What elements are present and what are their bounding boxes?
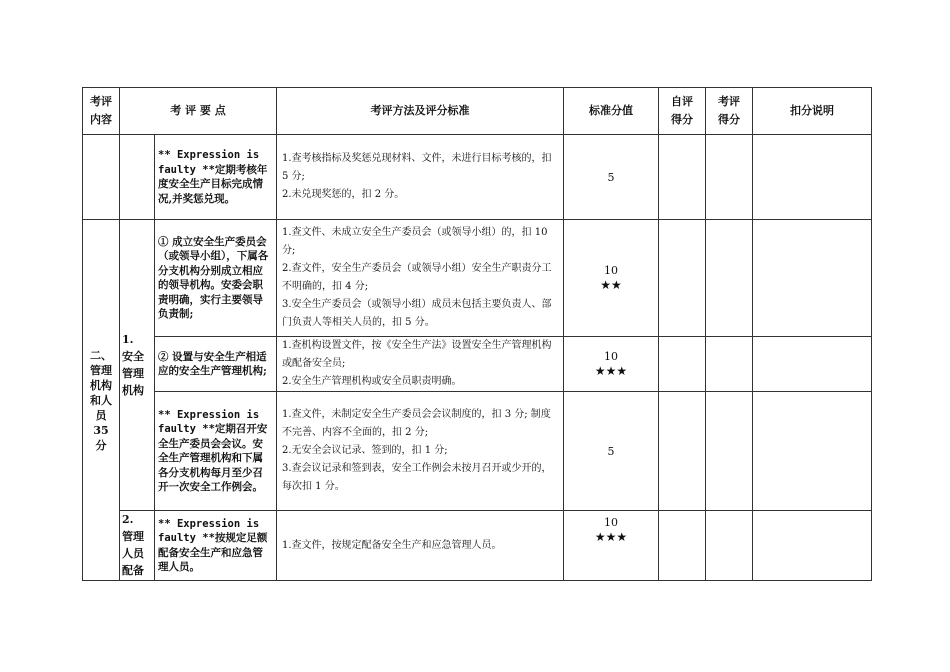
content-cell-empty bbox=[83, 135, 120, 220]
point-cell bbox=[155, 337, 277, 392]
eval-score-cell[interactable] bbox=[706, 511, 753, 581]
score-cell bbox=[564, 135, 659, 220]
eval-score-cell[interactable] bbox=[706, 392, 753, 511]
deduction-note-cell[interactable] bbox=[753, 135, 872, 220]
header-self-score: 自评 得分 bbox=[659, 88, 706, 135]
self-score-cell[interactable] bbox=[659, 337, 706, 392]
point-text: 定期考核年度安全生产目标完成情况,并奖惩兑现。 bbox=[158, 163, 268, 205]
point-cell bbox=[155, 135, 277, 220]
table-row bbox=[83, 337, 872, 392]
deduction-note-cell[interactable] bbox=[753, 337, 872, 392]
subcategory-cell: 2. 管理 人员 配备 bbox=[120, 511, 155, 581]
table-row bbox=[83, 220, 872, 337]
sub-cell-empty bbox=[120, 135, 155, 220]
score-value: 10 bbox=[604, 264, 618, 277]
star-rating: ★★ bbox=[600, 278, 622, 292]
self-score-cell[interactable] bbox=[659, 220, 706, 337]
table-row bbox=[83, 392, 872, 511]
score-value: 10 bbox=[604, 350, 618, 363]
method-cell: 1.查考核指标及奖惩兑现材料、文件，未进行目标考核的，扣 5 分; 2.未兑现奖惩的，扣 2 分。 bbox=[277, 135, 564, 220]
score-cell bbox=[564, 511, 659, 581]
point-text: ② 设置与安全生产相适应的安全生产管理机构; bbox=[158, 350, 267, 377]
error-prefix: ** Expression is faulty ** bbox=[158, 149, 260, 176]
method-cell: 1.查机构设置文件，按《安全生产法》设置安全生产管理机构或配备安全员; 2.安全生产管理机构或安全员职责明确。 bbox=[277, 337, 564, 392]
header-method: 考评方法及评分标准 bbox=[277, 88, 564, 135]
category-cell: 二、 管理 机构 和人 员 35 分 bbox=[83, 220, 120, 581]
self-score-cell[interactable] bbox=[659, 392, 706, 511]
point-text: 按规定足额配备安全生产和应急管理人员。 bbox=[158, 532, 268, 573]
point-text: ① 成立安全生产委员会（或领导小组），下属各分支机构分别成立相应的领导机构。安委会职责明确，实行主要领导负责制; bbox=[158, 235, 269, 320]
deduction-note-cell[interactable] bbox=[753, 220, 872, 337]
point-cell bbox=[155, 392, 277, 511]
eval-score-cell[interactable] bbox=[706, 220, 753, 337]
header-row bbox=[83, 88, 872, 135]
star-rating: ★★★ bbox=[594, 530, 628, 544]
method-cell: 1.查文件、未成立安全生产委员会（或领导小组）的，扣 10 分; 2.查文件，安全生产委员会（或领导小组）安全生产职责分工不明确的，扣 4 分; 3.安全生产委员会（或领导小组）成员未包括主要负责人、部门负责人等相关人员的，扣 5 分。 bbox=[277, 220, 564, 337]
header-eval-score: 考评 得分 bbox=[706, 88, 753, 135]
score-cell bbox=[564, 220, 659, 337]
header-content: 考评 内容 bbox=[83, 88, 120, 135]
table-row bbox=[83, 135, 872, 220]
subcategory-cell: 1. 安全 管理 机构 bbox=[120, 220, 155, 511]
header-points: 考 评 要 点 bbox=[120, 88, 277, 135]
star-rating: ★★★ bbox=[594, 364, 628, 378]
self-score-cell[interactable] bbox=[659, 135, 706, 220]
point-text: 定期召开安全生产委员会会议。安全生产管理机构和下属各分支机构每月至少召开一次安全工作例会。 bbox=[158, 423, 268, 493]
score-cell bbox=[564, 392, 659, 511]
evaluation-table bbox=[82, 87, 872, 581]
method-cell: 1.查文件，按规定配备安全生产和应急管理人员。 bbox=[277, 511, 564, 581]
deduction-note-cell[interactable] bbox=[753, 511, 872, 581]
score-value: 5 bbox=[607, 444, 615, 458]
eval-score-cell[interactable] bbox=[706, 337, 753, 392]
error-prefix: ** Expression is faulty ** bbox=[158, 517, 260, 544]
score-cell bbox=[564, 337, 659, 392]
method-cell: 1.查文件，未制定安全生产委员会会议制度的，扣 3 分; 制度不完善、内容不全面的，扣 2 分; 2.无安全会议记录、签到的，扣 1 分; 3.查会议记录和签到表，安全工作例会未按月召开或少开的，每次扣 1 分。 bbox=[277, 392, 564, 511]
score-value: 10 bbox=[604, 516, 618, 529]
self-score-cell[interactable] bbox=[659, 511, 706, 581]
deduction-note-cell[interactable] bbox=[753, 392, 872, 511]
header-standard-score: 标准分值 bbox=[564, 88, 659, 135]
score-value: 5 bbox=[607, 170, 615, 184]
point-cell bbox=[155, 511, 277, 581]
point-cell bbox=[155, 220, 277, 337]
eval-score-cell[interactable] bbox=[706, 135, 753, 220]
header-deduction-note: 扣分说明 bbox=[753, 88, 872, 135]
error-prefix: ** Expression is faulty ** bbox=[158, 408, 260, 435]
table-row bbox=[83, 511, 872, 581]
